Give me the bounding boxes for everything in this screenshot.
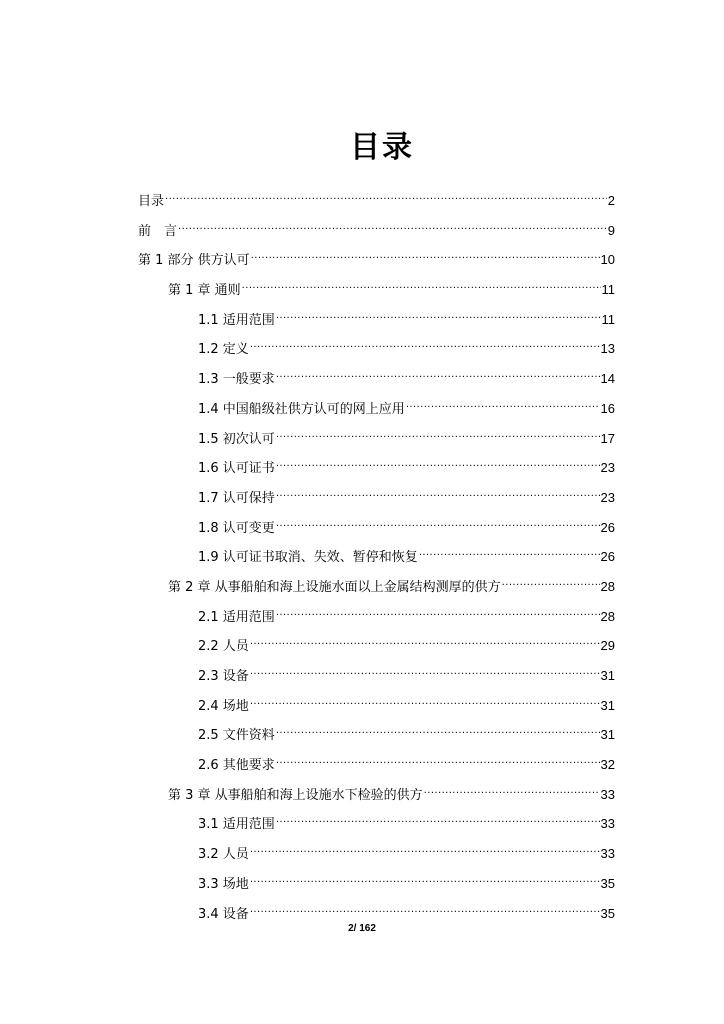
toc-leader-dots <box>276 448 600 472</box>
toc-entry-page: 13 <box>600 341 615 357</box>
toc-leader-dots <box>250 329 600 353</box>
toc-entry[interactable] <box>138 270 615 300</box>
toc-entry[interactable] <box>138 686 615 716</box>
toc-entry-label: 2.3 设备 <box>198 669 249 684</box>
toc-entry-page: 28 <box>600 608 615 624</box>
toc-entry-page: 26 <box>600 519 615 535</box>
toc-entry[interactable] <box>138 240 615 270</box>
toc-entry-page: 28 <box>600 578 615 594</box>
page-title: 目录 <box>350 130 414 165</box>
page-number-footer: 2/ 162 <box>348 923 376 934</box>
toc-leader-dots <box>165 181 607 205</box>
toc-entry-page: 14 <box>600 371 615 387</box>
toc-entry[interactable] <box>138 834 615 864</box>
toc-leader-dots <box>276 300 601 324</box>
toc-entry-page: 11 <box>601 282 615 298</box>
toc-entry-label: 1.3 一般要求 <box>198 372 275 388</box>
toc-entry-label: 第 1 部分 供方认可 <box>138 253 250 269</box>
toc-entry-label: 2.6 其他要求 <box>198 758 275 774</box>
toc-entry-page: 32 <box>600 757 615 773</box>
toc-leader-dots <box>276 419 600 443</box>
toc-entry[interactable] <box>138 894 615 924</box>
toc-leader-dots <box>276 745 600 769</box>
toc-leader-dots <box>242 270 601 294</box>
toc-entry-page: 35 <box>600 875 615 891</box>
toc-entry[interactable] <box>138 775 615 805</box>
toc-entry-page: 17 <box>600 430 615 446</box>
toc-entry-label: 2.2 人员 <box>198 639 249 655</box>
toc-leader-dots <box>178 211 607 235</box>
toc-entry-page: 33 <box>600 816 615 832</box>
toc-leader-dots <box>250 894 600 918</box>
toc-leader-dots <box>276 508 600 532</box>
toc-entry[interactable] <box>138 864 615 894</box>
toc-entry-page: 16 <box>600 400 615 416</box>
toc-entry[interactable] <box>138 508 615 538</box>
toc-entry-page: 11 <box>601 311 615 327</box>
toc-entry-label: 2.4 场地 <box>198 698 249 714</box>
toc-leader-dots <box>250 686 600 710</box>
toc-entry[interactable] <box>138 626 615 656</box>
toc-entry-page: 29 <box>600 638 615 654</box>
toc-entry-label: 3.3 场地 <box>198 876 249 892</box>
toc-entry[interactable] <box>138 419 615 449</box>
toc-entry-page: 33 <box>600 786 615 802</box>
toc-entry[interactable] <box>138 597 615 627</box>
toc-entry[interactable] <box>138 329 615 359</box>
toc-entry-label: 3.1 适用范围 <box>198 817 275 833</box>
toc-entry[interactable] <box>138 300 615 330</box>
toc-leader-dots <box>250 626 600 650</box>
toc-entry-label: 第 1 章 通则 <box>168 283 241 299</box>
toc-entry-page: 23 <box>600 489 615 505</box>
toc-entry[interactable] <box>138 211 615 241</box>
toc-entry[interactable] <box>138 656 615 686</box>
toc-leader-dots <box>250 864 600 888</box>
toc-entry-label: 1.7 认可保持 <box>198 490 275 506</box>
toc-entry[interactable] <box>138 715 615 745</box>
table-of-contents <box>138 181 615 923</box>
toc-leader-dots <box>276 478 600 502</box>
toc-leader-dots <box>406 389 600 413</box>
toc-entry-page: 23 <box>600 460 615 476</box>
toc-entry-page: 31 <box>600 668 615 683</box>
toc-entry-label: 1.1 适用范围 <box>198 312 275 328</box>
toc-leader-dots <box>251 240 600 264</box>
toc-entry-label: 第 2 章 从事船舶和海上设施水面以上金属结构测厚的供方 <box>168 579 501 595</box>
toc-entry[interactable] <box>138 567 615 597</box>
toc-leader-dots <box>250 656 600 680</box>
toc-entry-page: 31 <box>600 727 615 743</box>
toc-entry-label: 1.9 认可证书取消、失效、暂停和恢复 <box>198 550 418 566</box>
toc-entry-label: 2.1 适用范围 <box>198 609 275 625</box>
toc-leader-dots <box>276 359 600 383</box>
toc-leader-dots <box>502 567 600 591</box>
toc-entry[interactable] <box>138 478 615 508</box>
toc-entry-label: 1.8 认可变更 <box>198 520 275 536</box>
toc-entry-page: 2 <box>607 193 615 208</box>
toc-entry-label: 1.6 认可证书 <box>198 461 275 477</box>
toc-entry-label: 3.4 设备 <box>198 906 249 922</box>
toc-entry-page: 35 <box>600 905 615 921</box>
toc-entry-page: 26 <box>600 549 615 565</box>
toc-entry-label: 前 言 <box>138 223 178 239</box>
toc-entry[interactable] <box>138 745 615 775</box>
toc-leader-dots <box>276 804 600 828</box>
toc-entry-label: 2.5 文件资料 <box>198 728 275 744</box>
toc-leader-dots <box>276 715 600 739</box>
toc-entry-label: 目录 <box>138 194 165 209</box>
toc-leader-dots <box>424 775 600 799</box>
toc-entry-label: 3.2 人员 <box>198 847 249 863</box>
toc-entry-label: 1.2 定义 <box>198 342 249 358</box>
toc-entry-label: 1.5 初次认可 <box>198 431 275 447</box>
toc-entry-label: 第 3 章 从事船舶和海上设施水下检验的供方 <box>168 787 423 803</box>
toc-entry-page: 33 <box>600 846 615 862</box>
toc-entry-page: 31 <box>600 697 615 713</box>
toc-entry[interactable] <box>138 389 615 419</box>
toc-leader-dots <box>276 597 600 621</box>
toc-entry[interactable] <box>138 181 615 211</box>
toc-leader-dots <box>250 834 600 858</box>
toc-entry[interactable] <box>138 448 615 478</box>
toc-entry[interactable] <box>138 537 615 567</box>
toc-entry-page: 10 <box>600 252 615 268</box>
toc-entry[interactable] <box>138 804 615 834</box>
toc-entry-page: 9 <box>607 222 615 238</box>
toc-entry[interactable] <box>138 359 615 389</box>
toc-leader-dots <box>419 537 600 561</box>
toc-entry-label: 1.4 中国船级社供方认可的网上应用 <box>198 401 405 417</box>
